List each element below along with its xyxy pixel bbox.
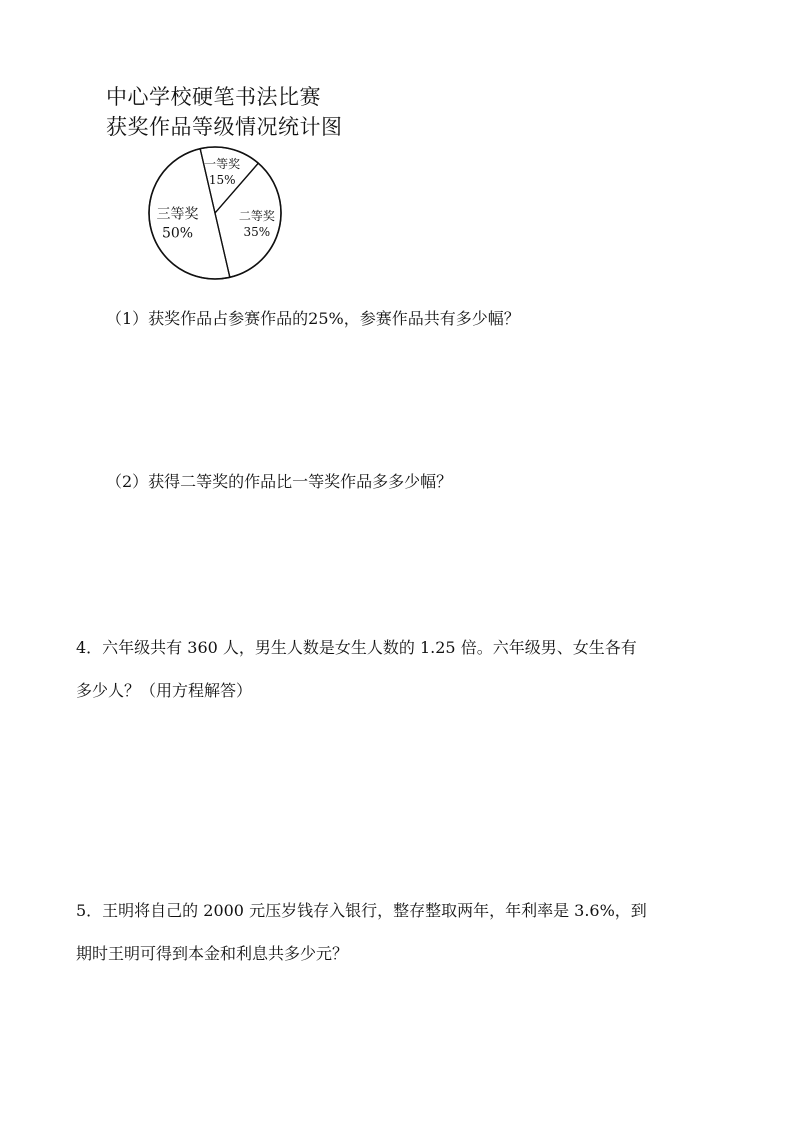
question-3-part-2: （2）获得二等奖的作品比一等奖作品多多少幅？ (106, 472, 453, 491)
award-pie-chart (146, 142, 286, 282)
question-4-line-2: 多少人？（用方程解答） (76, 681, 253, 700)
pie-slice-label: 一等奖 (204, 157, 241, 172)
pie-slice-label: 三等奖 (156, 206, 199, 223)
pie-slice-percent: 50% (161, 225, 194, 242)
pie-slice-percent: 35% (243, 224, 271, 239)
question-5-line-1: 5．王明将自己的 2000 元压岁钱存入银行，整存整取两年，年利率是 3.6%，到 (76, 901, 647, 920)
pie-slice-percent: 15% (208, 173, 236, 188)
chart-subtitle: 获奖作品等级情况统计图 (106, 115, 343, 139)
question-5-line-2: 期时王明可得到本金和利息共多少元？ (76, 944, 349, 963)
pie-slice-label: 二等奖 (238, 208, 275, 223)
chart-title: 中心学校硬笔书法比赛 (106, 85, 321, 109)
question-4-line-1: 4．六年级共有 360 人，男生人数是女生人数的 1.25 倍。六年级男、女生各有 (76, 638, 637, 657)
question-3-part-1: （1）获奖作品占参赛作品的25%，参赛作品共有多少幅？ (106, 309, 520, 328)
